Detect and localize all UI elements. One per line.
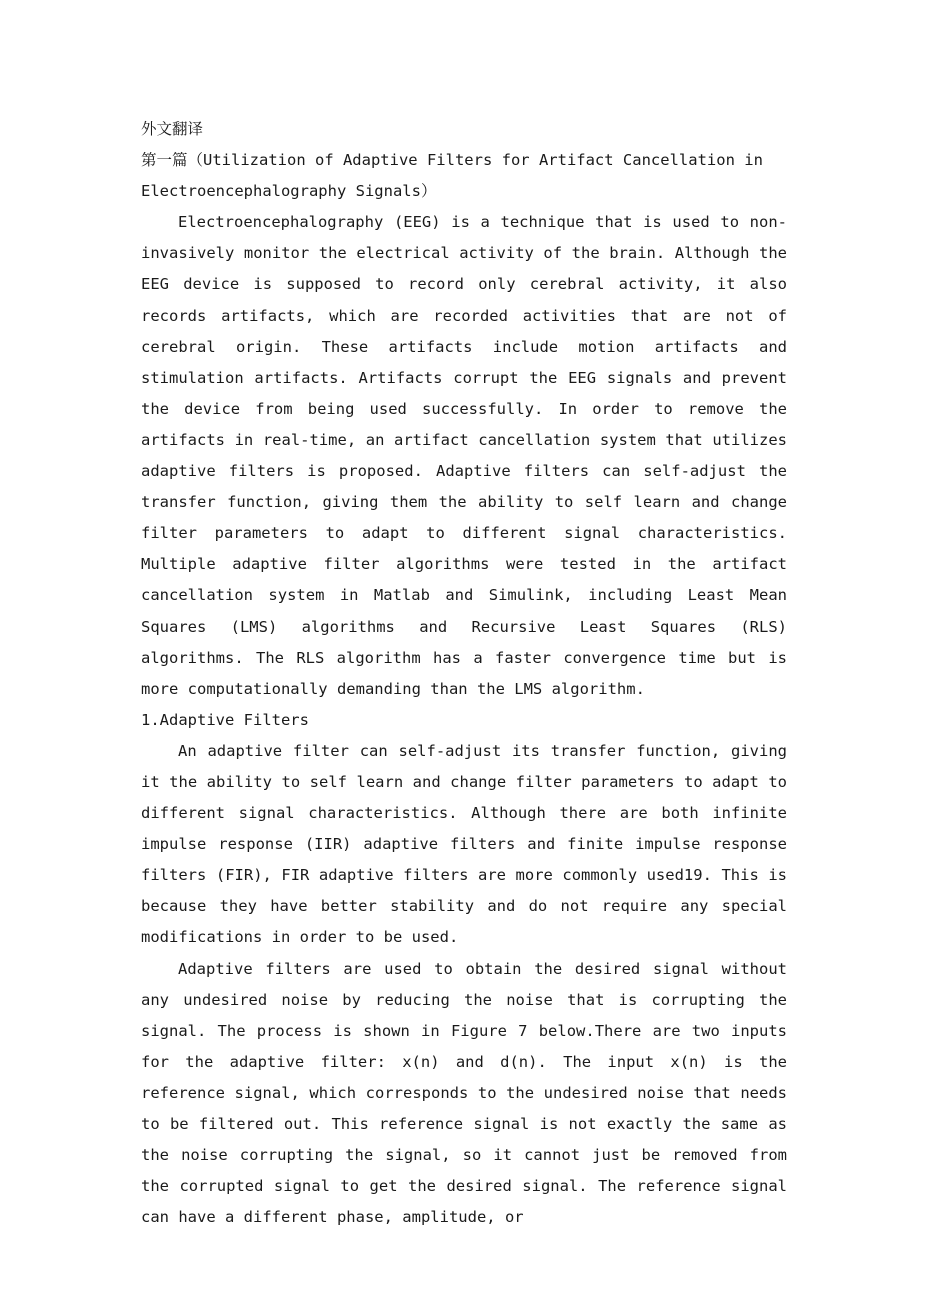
abstract-paragraph: Electroencephalography (EEG) is a technique that is used to non-invasively monitor the electrical activity of the brain. Although the EEG device is supposed to record only cerebral activity, it also records artifacts, which are recorded activities that are not of cerebral origin. These artifacts include motion artifacts and stimulation artifacts. Artifacts corrupt the EEG signals and prevent the device from being used successfully. In order to remove the artifacts in real-time, an artifact cancellation system that utilizes adaptive filters is proposed. Adaptive filters can self-adjust the transfer function, giving them the ability to self learn and change filter parameters to adapt to different signal characteristics. Multiple adaptive filter algorithms were tested in the artifact cancellation system in Matlab and Simulink, including Least Mean Squares (LMS) algorithms and Recursive Least Squares (RLS) algorithms. The RLS algorithm has a faster convergence time but is more computationally demanding than the LMS algorithm. bbox=[141, 213, 787, 698]
section-1-paragraph-2: Adaptive filters are used to obtain the desired signal without any undesired noise by reducing the noise that is corrupting the signal. The process is shown in Figure 7 below.There are two inputs for the adaptive filter: x(n) and d(n). The input x(n) is the reference signal, which corresponds to the undesired noise that needs to be filtered out. This reference signal is not exactly the same as the noise corrupting the signal, so it cannot just be removed from the corrupted signal to get the desired signal. The reference signal can have a different phase, amplitude, or bbox=[141, 959, 787, 1227]
document-page bbox=[141, 114, 787, 1233]
section-label: 外文翻译 bbox=[141, 120, 204, 138]
section-1-paragraph-1: An adaptive filter can self-adjust its transfer function, giving it the ability to self learn and change filter parameters to adapt to different signal characteristics. Although there are both infinite impulse response (IIR) adaptive filters and finite impulse response filters (FIR), FIR adaptive filters are more commonly used19. This is because they have better stability and do not require any special modifications in order to be used. bbox=[141, 741, 787, 947]
article-title-line-1: 第一篇（Utilization of Adaptive Filters for Artifact Cancellation in bbox=[141, 151, 763, 170]
section-1-heading: 1.Adaptive Filters bbox=[141, 710, 309, 729]
article-title-line-2: Electroencephalography Signals） bbox=[141, 182, 437, 201]
